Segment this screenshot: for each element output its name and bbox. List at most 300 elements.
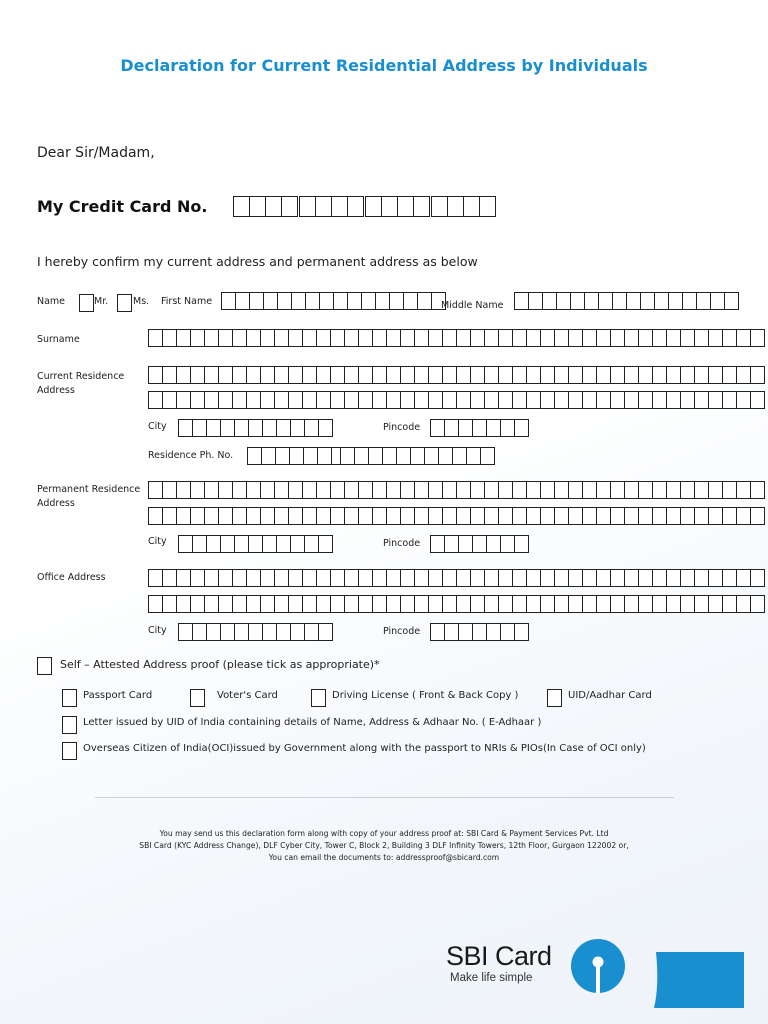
char-box[interactable]	[372, 366, 387, 384]
char-box[interactable]	[162, 391, 177, 409]
char-box[interactable]	[414, 329, 429, 347]
char-box[interactable]	[299, 196, 316, 217]
char-box[interactable]	[400, 329, 415, 347]
char-box[interactable]	[610, 481, 625, 499]
char-box[interactable]	[652, 329, 667, 347]
char-box[interactable]	[319, 292, 334, 310]
char-box[interactable]	[358, 391, 373, 409]
char-box[interactable]	[234, 623, 249, 641]
char-box[interactable]	[206, 623, 221, 641]
char-box[interactable]	[358, 329, 373, 347]
passport-checkbox[interactable]	[62, 689, 77, 707]
char-box[interactable]	[358, 481, 373, 499]
char-box[interactable]	[596, 595, 611, 613]
char-box[interactable]	[470, 507, 485, 525]
surname-input[interactable]	[148, 329, 764, 347]
char-box[interactable]	[638, 481, 653, 499]
char-box[interactable]	[234, 419, 249, 437]
char-box[interactable]	[458, 623, 473, 641]
char-box[interactable]	[330, 329, 345, 347]
char-box[interactable]	[232, 391, 247, 409]
char-box[interactable]	[358, 595, 373, 613]
letter-uid-checkbox[interactable]	[62, 716, 77, 734]
char-box[interactable]	[668, 292, 683, 310]
char-box[interactable]	[386, 481, 401, 499]
char-box[interactable]	[330, 366, 345, 384]
char-box[interactable]	[302, 595, 317, 613]
current-city-input[interactable]	[178, 419, 332, 437]
char-box[interactable]	[722, 329, 737, 347]
char-box[interactable]	[736, 366, 751, 384]
char-box[interactable]	[162, 569, 177, 587]
char-box[interactable]	[584, 292, 599, 310]
char-box[interactable]	[556, 292, 571, 310]
char-box[interactable]	[458, 535, 473, 553]
char-box[interactable]	[176, 507, 191, 525]
char-box[interactable]	[540, 481, 555, 499]
char-box[interactable]	[610, 329, 625, 347]
char-box[interactable]	[512, 391, 527, 409]
char-box[interactable]	[708, 507, 723, 525]
char-box[interactable]	[638, 507, 653, 525]
char-box[interactable]	[554, 507, 569, 525]
char-box[interactable]	[403, 292, 418, 310]
char-box[interactable]	[582, 569, 597, 587]
char-box[interactable]	[666, 595, 681, 613]
char-box[interactable]	[486, 623, 501, 641]
char-box[interactable]	[218, 507, 233, 525]
char-box[interactable]	[316, 481, 331, 499]
char-box[interactable]	[410, 447, 425, 465]
char-box[interactable]	[430, 535, 445, 553]
char-box[interactable]	[722, 391, 737, 409]
char-box[interactable]	[317, 447, 332, 465]
char-box[interactable]	[486, 535, 501, 553]
char-box[interactable]	[428, 366, 443, 384]
char-box[interactable]	[430, 419, 445, 437]
char-box[interactable]	[288, 329, 303, 347]
char-box[interactable]	[568, 366, 583, 384]
char-box[interactable]	[288, 569, 303, 587]
char-box[interactable]	[610, 366, 625, 384]
char-box[interactable]	[500, 623, 515, 641]
char-box[interactable]	[484, 391, 499, 409]
first-name-input[interactable]	[221, 292, 445, 310]
oci-checkbox[interactable]	[62, 742, 77, 760]
char-box[interactable]	[206, 535, 221, 553]
char-box[interactable]	[276, 419, 291, 437]
char-box[interactable]	[204, 329, 219, 347]
char-box[interactable]	[512, 595, 527, 613]
char-box[interactable]	[498, 569, 513, 587]
char-box[interactable]	[568, 329, 583, 347]
char-box[interactable]	[540, 507, 555, 525]
self-attested-checkbox[interactable]	[37, 657, 52, 675]
char-box[interactable]	[361, 292, 376, 310]
char-box[interactable]	[381, 196, 398, 217]
char-box[interactable]	[696, 292, 711, 310]
driving-license-checkbox[interactable]	[311, 689, 326, 707]
char-box[interactable]	[694, 595, 709, 613]
char-box[interactable]	[624, 569, 639, 587]
char-box[interactable]	[304, 535, 319, 553]
char-box[interactable]	[190, 507, 205, 525]
char-box[interactable]	[375, 292, 390, 310]
char-box[interactable]	[162, 366, 177, 384]
char-box[interactable]	[680, 595, 695, 613]
char-box[interactable]	[330, 569, 345, 587]
char-box[interactable]	[694, 507, 709, 525]
char-box[interactable]	[540, 595, 555, 613]
char-box[interactable]	[288, 481, 303, 499]
char-box[interactable]	[666, 507, 681, 525]
char-box[interactable]	[710, 292, 725, 310]
char-box[interactable]	[372, 481, 387, 499]
char-box[interactable]	[413, 196, 430, 217]
char-box[interactable]	[192, 419, 207, 437]
char-box[interactable]	[680, 481, 695, 499]
char-box[interactable]	[680, 329, 695, 347]
char-box[interactable]	[162, 595, 177, 613]
char-box[interactable]	[652, 507, 667, 525]
char-box[interactable]	[736, 569, 751, 587]
char-box[interactable]	[344, 507, 359, 525]
char-box[interactable]	[233, 196, 250, 217]
credit-card-number-input[interactable]	[233, 196, 297, 214]
char-box[interactable]	[484, 366, 499, 384]
char-box[interactable]	[570, 292, 585, 310]
char-box[interactable]	[330, 391, 345, 409]
char-box[interactable]	[204, 481, 219, 499]
char-box[interactable]	[260, 481, 275, 499]
char-box[interactable]	[262, 419, 277, 437]
char-box[interactable]	[288, 391, 303, 409]
char-box[interactable]	[315, 196, 332, 217]
char-box[interactable]	[610, 569, 625, 587]
char-box[interactable]	[428, 391, 443, 409]
char-box[interactable]	[652, 366, 667, 384]
char-box[interactable]	[262, 623, 277, 641]
char-box[interactable]	[304, 419, 319, 437]
char-box[interactable]	[514, 535, 529, 553]
char-box[interactable]	[652, 595, 667, 613]
char-box[interactable]	[652, 569, 667, 587]
char-box[interactable]	[554, 569, 569, 587]
char-box[interactable]	[708, 595, 723, 613]
char-box[interactable]	[218, 481, 233, 499]
char-box[interactable]	[204, 391, 219, 409]
char-box[interactable]	[204, 569, 219, 587]
char-box[interactable]	[162, 481, 177, 499]
char-box[interactable]	[640, 292, 655, 310]
char-box[interactable]	[526, 569, 541, 587]
char-box[interactable]	[498, 329, 513, 347]
char-box[interactable]	[438, 447, 453, 465]
char-box[interactable]	[148, 507, 163, 525]
char-box[interactable]	[638, 569, 653, 587]
char-box[interactable]	[330, 595, 345, 613]
char-box[interactable]	[204, 507, 219, 525]
uid-aadhar-checkbox[interactable]	[547, 689, 562, 707]
char-box[interactable]	[276, 535, 291, 553]
char-box[interactable]	[318, 623, 333, 641]
char-box[interactable]	[472, 535, 487, 553]
char-box[interactable]	[246, 481, 261, 499]
char-box[interactable]	[386, 391, 401, 409]
char-box[interactable]	[176, 595, 191, 613]
char-box[interactable]	[610, 507, 625, 525]
ms-checkbox[interactable]	[117, 294, 132, 312]
char-box[interactable]	[708, 329, 723, 347]
char-box[interactable]	[176, 481, 191, 499]
char-box[interactable]	[246, 507, 261, 525]
char-box[interactable]	[512, 366, 527, 384]
char-box[interactable]	[479, 196, 496, 217]
char-box[interactable]	[274, 391, 289, 409]
char-box[interactable]	[417, 292, 432, 310]
char-box[interactable]	[486, 419, 501, 437]
char-box[interactable]	[344, 329, 359, 347]
char-box[interactable]	[358, 507, 373, 525]
char-box[interactable]	[232, 366, 247, 384]
char-box[interactable]	[442, 329, 457, 347]
char-box[interactable]	[178, 419, 193, 437]
char-box[interactable]	[722, 595, 737, 613]
char-box[interactable]	[260, 391, 275, 409]
char-box[interactable]	[303, 447, 318, 465]
char-box[interactable]	[347, 196, 364, 217]
char-box[interactable]	[666, 391, 681, 409]
char-box[interactable]	[316, 569, 331, 587]
char-box[interactable]	[372, 507, 387, 525]
char-box[interactable]	[582, 366, 597, 384]
current-address-line2-input[interactable]	[148, 391, 764, 409]
char-box[interactable]	[736, 481, 751, 499]
char-box[interactable]	[472, 419, 487, 437]
char-box[interactable]	[302, 391, 317, 409]
char-box[interactable]	[750, 366, 765, 384]
char-box[interactable]	[176, 391, 191, 409]
char-box[interactable]	[232, 329, 247, 347]
char-box[interactable]	[400, 595, 415, 613]
char-box[interactable]	[442, 391, 457, 409]
char-box[interactable]	[333, 292, 348, 310]
char-box[interactable]	[316, 329, 331, 347]
char-box[interactable]	[347, 292, 362, 310]
char-box[interactable]	[232, 569, 247, 587]
char-box[interactable]	[722, 569, 737, 587]
char-box[interactable]	[666, 481, 681, 499]
char-box[interactable]	[274, 366, 289, 384]
char-box[interactable]	[274, 507, 289, 525]
char-box[interactable]	[397, 196, 414, 217]
char-box[interactable]	[598, 292, 613, 310]
char-box[interactable]	[204, 595, 219, 613]
char-box[interactable]	[666, 569, 681, 587]
char-box[interactable]	[246, 595, 261, 613]
char-box[interactable]	[276, 623, 291, 641]
char-box[interactable]	[190, 481, 205, 499]
char-box[interactable]	[248, 623, 263, 641]
char-box[interactable]	[275, 447, 290, 465]
char-box[interactable]	[470, 391, 485, 409]
char-box[interactable]	[708, 391, 723, 409]
char-box[interactable]	[274, 329, 289, 347]
char-box[interactable]	[624, 595, 639, 613]
char-box[interactable]	[206, 419, 221, 437]
char-box[interactable]	[582, 595, 597, 613]
char-box[interactable]	[302, 507, 317, 525]
office-city-input[interactable]	[178, 623, 332, 641]
char-box[interactable]	[290, 623, 305, 641]
char-box[interactable]	[304, 623, 319, 641]
char-box[interactable]	[554, 391, 569, 409]
char-box[interactable]	[318, 419, 333, 437]
voters-card-checkbox[interactable]	[190, 689, 205, 707]
char-box[interactable]	[652, 481, 667, 499]
char-box[interactable]	[722, 481, 737, 499]
char-box[interactable]	[382, 447, 397, 465]
char-box[interactable]	[316, 366, 331, 384]
char-box[interactable]	[178, 535, 193, 553]
char-box[interactable]	[291, 292, 306, 310]
char-box[interactable]	[232, 481, 247, 499]
char-box[interactable]	[568, 507, 583, 525]
char-box[interactable]	[456, 391, 471, 409]
char-box[interactable]	[610, 595, 625, 613]
permanent-pincode-input[interactable]	[430, 535, 528, 553]
char-box[interactable]	[682, 292, 697, 310]
char-box[interactable]	[708, 481, 723, 499]
char-box[interactable]	[218, 569, 233, 587]
char-box[interactable]	[498, 366, 513, 384]
char-box[interactable]	[526, 366, 541, 384]
char-box[interactable]	[330, 481, 345, 499]
char-box[interactable]	[386, 569, 401, 587]
char-box[interactable]	[428, 329, 443, 347]
char-box[interactable]	[218, 329, 233, 347]
char-box[interactable]	[456, 329, 471, 347]
char-box[interactable]	[458, 419, 473, 437]
char-box[interactable]	[247, 447, 262, 465]
char-box[interactable]	[484, 481, 499, 499]
char-box[interactable]	[694, 569, 709, 587]
char-box[interactable]	[554, 329, 569, 347]
char-box[interactable]	[596, 366, 611, 384]
char-box[interactable]	[368, 447, 383, 465]
char-box[interactable]	[624, 507, 639, 525]
char-box[interactable]	[540, 569, 555, 587]
char-box[interactable]	[666, 366, 681, 384]
char-box[interactable]	[386, 595, 401, 613]
char-box[interactable]	[512, 507, 527, 525]
char-box[interactable]	[330, 507, 345, 525]
permanent-address-line1-input[interactable]	[148, 481, 764, 499]
char-box[interactable]	[582, 481, 597, 499]
char-box[interactable]	[596, 391, 611, 409]
char-box[interactable]	[680, 391, 695, 409]
char-box[interactable]	[444, 535, 459, 553]
char-box[interactable]	[428, 595, 443, 613]
char-box[interactable]	[750, 391, 765, 409]
char-box[interactable]	[624, 481, 639, 499]
char-box[interactable]	[466, 447, 481, 465]
char-box[interactable]	[386, 507, 401, 525]
char-box[interactable]	[431, 196, 448, 217]
char-box[interactable]	[302, 481, 317, 499]
char-box[interactable]	[750, 481, 765, 499]
permanent-city-input[interactable]	[178, 535, 332, 553]
char-box[interactable]	[400, 366, 415, 384]
char-box[interactable]	[514, 419, 529, 437]
char-box[interactable]	[694, 329, 709, 347]
char-box[interactable]	[274, 481, 289, 499]
char-box[interactable]	[232, 595, 247, 613]
char-box[interactable]	[444, 623, 459, 641]
char-box[interactable]	[414, 391, 429, 409]
char-box[interactable]	[246, 391, 261, 409]
credit-card-number-input[interactable]	[365, 196, 429, 214]
char-box[interactable]	[430, 623, 445, 641]
char-box[interactable]	[372, 391, 387, 409]
char-box[interactable]	[176, 366, 191, 384]
char-box[interactable]	[274, 569, 289, 587]
char-box[interactable]	[456, 481, 471, 499]
char-box[interactable]	[260, 507, 275, 525]
char-box[interactable]	[470, 329, 485, 347]
char-box[interactable]	[694, 366, 709, 384]
char-box[interactable]	[260, 329, 275, 347]
char-box[interactable]	[736, 391, 751, 409]
char-box[interactable]	[192, 623, 207, 641]
char-box[interactable]	[554, 481, 569, 499]
char-box[interactable]	[176, 569, 191, 587]
char-box[interactable]	[470, 595, 485, 613]
char-box[interactable]	[331, 196, 348, 217]
char-box[interactable]	[470, 366, 485, 384]
char-box[interactable]	[414, 507, 429, 525]
char-box[interactable]	[512, 329, 527, 347]
char-box[interactable]	[265, 196, 282, 217]
char-box[interactable]	[722, 366, 737, 384]
char-box[interactable]	[162, 329, 177, 347]
char-box[interactable]	[484, 507, 499, 525]
char-box[interactable]	[354, 447, 369, 465]
char-box[interactable]	[400, 507, 415, 525]
char-box[interactable]	[246, 569, 261, 587]
char-box[interactable]	[178, 623, 193, 641]
char-box[interactable]	[680, 507, 695, 525]
char-box[interactable]	[358, 569, 373, 587]
char-box[interactable]	[190, 329, 205, 347]
char-box[interactable]	[318, 535, 333, 553]
char-box[interactable]	[428, 569, 443, 587]
char-box[interactable]	[148, 569, 163, 587]
char-box[interactable]	[234, 535, 249, 553]
char-box[interactable]	[316, 507, 331, 525]
char-box[interactable]	[148, 595, 163, 613]
char-box[interactable]	[249, 292, 264, 310]
char-box[interactable]	[148, 391, 163, 409]
char-box[interactable]	[442, 507, 457, 525]
char-box[interactable]	[248, 419, 263, 437]
char-box[interactable]	[220, 623, 235, 641]
char-box[interactable]	[708, 569, 723, 587]
current-pincode-input[interactable]	[430, 419, 528, 437]
char-box[interactable]	[724, 292, 739, 310]
office-address-line2-input[interactable]	[148, 595, 764, 613]
char-box[interactable]	[162, 507, 177, 525]
